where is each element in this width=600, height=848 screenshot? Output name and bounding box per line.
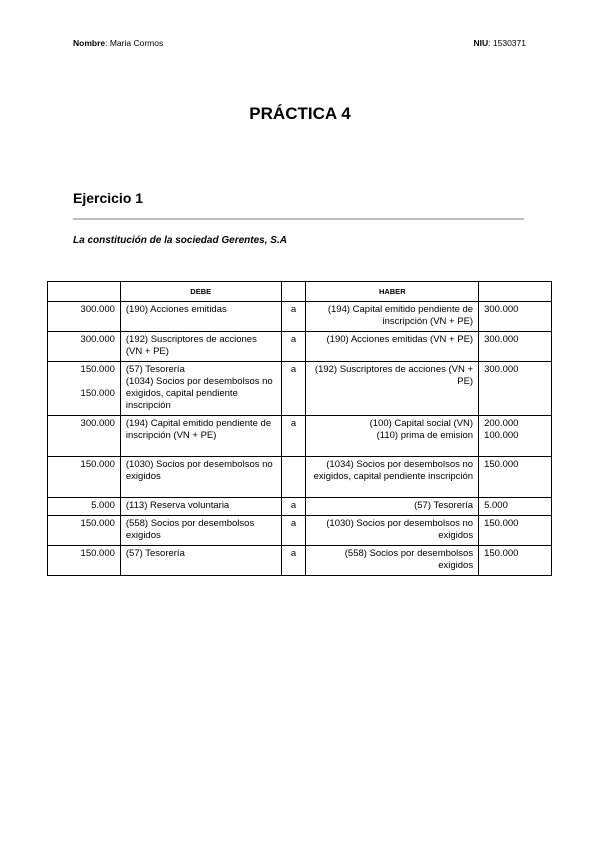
debit-amount: 150.000 [48,546,121,576]
name-label: Nombre [73,38,106,48]
table-row [48,362,552,416]
debit-amount: 300.000 [48,302,121,332]
credit-account: (190) Acciones emitidas (VN + PE) [306,332,479,362]
credit-accounts [306,416,479,457]
credit-account: (1034) Socios por desembolsos no exigidos, capital pendiente inscripción [306,457,479,498]
header-haber: HABER [306,282,479,302]
table-header-row [48,282,552,302]
a-connector [281,457,306,498]
credit-account: (100) Capital social (VN) [369,418,474,429]
credit-account: (194) Capital emitido pendiente de inscripción (VN + PE) [306,302,479,332]
page-title: PRÁCTICA 4 [249,104,351,123]
credit-amount: 150.000 [479,516,552,546]
exercise-title: Ejercicio 1 [73,190,144,206]
table-row [48,416,552,457]
table-row [48,332,552,362]
header-empty [281,282,306,302]
niu-label: NIU [473,38,489,48]
debit-account: (558) Socios por desembolsos exigidos [120,516,281,546]
header-empty [479,282,552,302]
header-empty [48,282,121,302]
credit-amount: 300.000 [479,332,552,362]
header-debe: DEBE [120,282,281,302]
debit-account: (113) Reserva voluntaria [120,498,281,516]
debit-accounts [120,362,281,416]
credit-account: (558) Socios por desembolsos exigidos [306,546,479,576]
name-value: : Maria Cormos [105,38,164,48]
table-row [48,516,552,546]
credit-amount: 5.000 [479,498,552,516]
debit-amount: 5.000 [48,498,121,516]
debit-account: (57) Tesorería [120,546,281,576]
credit-account: (110) prima de emision [376,430,474,441]
table-row [48,302,552,332]
a-connector: a [281,362,306,416]
credit-amounts [479,416,552,457]
a-connector: a [281,546,306,576]
credit-amount: 150.000 [479,546,552,576]
table-row [48,498,552,516]
debit-account: (190) Acciones emitidas [120,302,281,332]
credit-amount: 100.000 [484,430,519,441]
debit-amount: 300.000 [48,332,121,362]
exercise-subtitle: La constitución de la sociedad Gerentes, S.A [73,235,287,246]
table-row [48,457,552,498]
debit-amount: 150.000 [48,516,121,546]
debit-amount: 150.000 [80,364,115,375]
credit-account: (192) Suscriptores de acciones (VN + PE) [306,362,479,416]
spacer [53,376,115,388]
niu-value: : 1530371 [488,38,526,48]
debit-amount: 300.000 [48,416,121,457]
credit-amount: 150.000 [479,457,552,498]
student-name [73,38,163,48]
divider [73,218,524,220]
debit-account: (194) Capital emitido pendiente de inscripción (VN + PE) [120,416,281,457]
credit-account: (57) Tesorería [306,498,479,516]
debit-account: (1030) Socios por desembolsos no exigidos [120,457,281,498]
a-connector: a [281,416,306,457]
journal-table [47,281,552,576]
debit-amount: 150.000 [80,388,115,399]
a-connector: a [281,498,306,516]
debit-amounts [48,362,121,416]
credit-amount: 200.000 [484,418,519,429]
table-row [48,546,552,576]
debit-account: (192) Suscriptores de acciones (VN + PE) [120,332,281,362]
student-niu [474,38,526,48]
a-connector: a [281,332,306,362]
credit-account: (1030) Socios por desembolsos no exigidos [306,516,479,546]
a-connector: a [281,516,306,546]
credit-amount: 300.000 [479,302,552,332]
a-connector: a [281,302,306,332]
debit-amount: 150.000 [48,457,121,498]
debit-account: (1034) Socios por desembolsos no exigidos, capital pendiente inscripción [125,376,273,411]
credit-amount: 300.000 [479,362,552,416]
debit-account: (57) Tesorería [125,364,185,375]
